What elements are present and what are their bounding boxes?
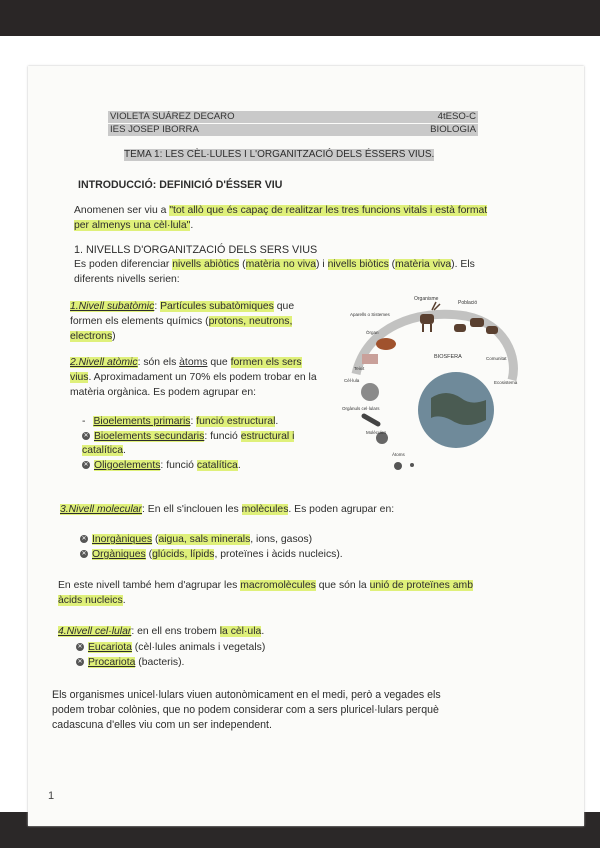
intro-line-2: [74, 218, 193, 233]
level3-text-1: : En ell s'inclouen les: [142, 504, 242, 515]
photo-background-top: [0, 0, 600, 36]
levels-non-living: matèria no viva: [245, 259, 317, 270]
organic-carbs: glúcids, lípids: [152, 549, 215, 560]
level4-text-1: : en ell ens trobem: [131, 626, 220, 637]
label-biosfera: BIOSFERA: [434, 354, 462, 360]
level3-molecules: molècules: [241, 504, 289, 515]
circle-bullet-icon: ✕: [77, 659, 83, 666]
bioelements-secondary: [82, 429, 294, 444]
secondary-sep: : funció: [204, 431, 241, 442]
levels-abiotic: nivells abiòtics: [172, 259, 240, 270]
label-poblacio: Població: [458, 300, 478, 306]
header-row-1: [108, 111, 478, 123]
deer-group-icon: [454, 318, 498, 334]
level1-particles: Partícules subatòmiques: [160, 301, 274, 312]
organic-item: [80, 547, 343, 562]
label-organ: Òrgan: [366, 330, 379, 335]
organ-icon: [376, 338, 396, 350]
level3-text-2: . Es poden agrupar en:: [288, 504, 395, 515]
macromolecules-line-1: [58, 578, 473, 593]
label-atoms: Àtoms: [392, 452, 405, 457]
level2-line-3: matèria orgànica. Es podem agrupar en:: [70, 387, 256, 398]
cell-icon: [361, 383, 379, 401]
level2-form: formen els sers: [230, 357, 302, 368]
circle-bullet-icon: ✕: [81, 551, 87, 558]
label-teixit: Teixit: [354, 366, 365, 371]
label-organisme: Organisme: [414, 296, 439, 302]
prokaryote-desc: (bacteris).: [135, 657, 185, 668]
course: 4tESO-C: [437, 111, 476, 122]
level3-line-1: [60, 502, 394, 517]
inorganic-water: aigua, sals minerals: [158, 534, 251, 545]
bioelements-secondary-cont: [82, 443, 126, 458]
primary-label: Bioelements primaris: [93, 416, 191, 427]
intro-end: .: [190, 220, 194, 231]
prokaryote-item: [76, 655, 184, 670]
level1-protons: protons, neutrons,: [208, 316, 293, 327]
topic-title: TEMA 1: LES CÈL·LULES I L'ORGANITZACIÓ DELS ÉSSERS VIUS.: [124, 149, 435, 160]
levels-living: matèria viva: [395, 259, 452, 270]
level1-electrons: electrons: [70, 331, 113, 342]
inorganic-label: Inorgàniques: [92, 534, 153, 545]
levels-line-1: [74, 257, 475, 272]
tissue-icon: [362, 354, 378, 364]
oligoelements: [82, 458, 241, 473]
levels-text-i: ). Els: [451, 259, 475, 270]
level1-line-3: [70, 329, 116, 344]
intro-lead: Anomenen ser viu a: [74, 205, 170, 216]
level2-text-1: : són els: [137, 357, 180, 368]
level4-cell: la cèl·ula: [219, 626, 262, 637]
atom-icon: [394, 462, 402, 470]
macro-word: macromolècules: [240, 580, 316, 591]
organic-open: (: [145, 549, 153, 560]
level1-close: ): [112, 331, 116, 342]
header-row-2: [108, 124, 478, 136]
label-comunitat: Comunitat: [486, 356, 507, 361]
primary-function: funció estructural: [196, 416, 276, 427]
level3-label: 3.Nivell molecular: [60, 504, 142, 515]
closing-line-1: Els organismes unicel·lulars viuen autonòmicament en el medi, però a vegades els: [52, 689, 441, 701]
circle-bullet-icon: ✕: [77, 644, 83, 651]
secondary-label: Bioelements secundaris: [94, 431, 205, 442]
levels-text-c: (: [239, 259, 246, 270]
macro-end: .: [122, 595, 126, 606]
intro-line-1: [74, 203, 487, 218]
levels-biotic: nivells biòtics: [327, 259, 389, 270]
level2-text-3: . Aproximadament un 70% els podem trobar en la: [88, 372, 317, 383]
levels-text-g: (: [388, 259, 396, 270]
macro-text-2: que són la: [315, 580, 370, 591]
oligo-end: .: [237, 460, 241, 471]
levels-text-a: Es poden diferenciar: [74, 259, 173, 270]
level1-text-2: formen els elements químics (: [70, 316, 209, 327]
intro-heading: INTRODUCCIÓ: DEFINICIÓ D'ÉSSER VIU: [78, 179, 283, 191]
secondary-end: .: [123, 445, 126, 456]
level1-line-1: [70, 299, 294, 314]
page-number: 1: [48, 790, 55, 802]
label-aparells: Aparells o Sistemes: [350, 312, 390, 317]
closing-line-2: podem trobar colònies, que no podem considerar com a sers pluricel·lulars perquè: [52, 704, 439, 716]
levels-line-2: diferents nivells serien:: [74, 274, 180, 285]
level2-atoms: àtoms: [179, 357, 208, 368]
level1-sep: :: [154, 301, 161, 312]
level1-label: 1.Nivell subatòmic: [70, 301, 155, 312]
school-name: IES JOSEP IBORRA: [110, 124, 199, 135]
secondary-catalytic: catalítica: [82, 445, 124, 456]
organization-levels-diagram: [336, 288, 526, 478]
level2-line-1: [70, 355, 302, 370]
primary-end: .: [275, 416, 279, 427]
level1-line-2: [70, 314, 292, 329]
bioelements-primary: [82, 414, 278, 429]
oligo-function: catalítica: [196, 460, 238, 471]
inorganic-rest: , ions, gasos): [250, 534, 313, 545]
oligo-label: Oligoelements: [94, 460, 161, 471]
level2-label: 2.Nivell atòmic: [70, 357, 138, 368]
level2-line-2: [70, 370, 317, 385]
inorganic-item: [80, 532, 312, 547]
prokaryote-label: Procariota: [88, 657, 136, 668]
macromolecules-line-2: [58, 593, 126, 608]
intro-highlight-1: "tot allò que és capaç de realitzar les tres funcions vitals i està format: [169, 205, 488, 216]
eukaryote-desc: (cèl·lules animals i vegetals): [131, 642, 266, 653]
label-molecules: Molècules: [366, 430, 387, 435]
student-name: VIOLETA SUÁREZ DECARO: [110, 111, 235, 122]
level1-text: que: [273, 301, 295, 312]
primary-sep: :: [190, 416, 197, 427]
atom-small-icon: [410, 463, 414, 467]
dash-bullet: -: [82, 416, 86, 427]
level2-vius: vius: [70, 372, 89, 383]
label-organuls: Orgànuls cel·lulars: [342, 406, 380, 411]
oligo-sep: : funció: [160, 460, 197, 471]
eukaryote-item: [76, 640, 265, 655]
organic-rest: , proteïnes i àcids nucleics).: [214, 549, 343, 560]
eukaryote-label: Eucariota: [88, 642, 132, 653]
label-cellula: Cèl·lula: [344, 378, 360, 383]
circle-bullet-icon: ✕: [83, 433, 89, 440]
levels-text-e: ) i: [316, 259, 328, 270]
label-ecosistema: Ecosistema: [494, 380, 518, 385]
subject: BIOLOGIA: [430, 124, 476, 135]
level4-line-1: [58, 624, 264, 639]
level4-label: 4.Nivell cel·lular: [58, 626, 132, 637]
macro-nucleic: àcids nucleics: [58, 595, 123, 606]
intro-highlight-2: per almenys una cèl·lula": [74, 220, 191, 231]
macro-text-1: En este nivell també hem d'agrupar les: [58, 580, 241, 591]
level4-end: .: [261, 626, 265, 637]
organelle-icon: [364, 416, 378, 424]
organic-label: Orgàniques: [92, 549, 146, 560]
macro-union: unió de proteïnes amb: [369, 580, 473, 591]
secondary-function: estructural i: [240, 431, 295, 442]
closing-line-3: cadascuna d'elles viu com un ser independent.: [52, 719, 272, 731]
circle-bullet-icon: ✕: [81, 536, 87, 543]
levels-heading: 1. NIVELLS D'ORGANITZACIÓ DELS SERS VIUS: [74, 244, 318, 256]
inorganic-open: (: [152, 534, 159, 545]
circle-bullet-icon: ✕: [83, 462, 89, 469]
level2-text-2: que: [207, 357, 231, 368]
